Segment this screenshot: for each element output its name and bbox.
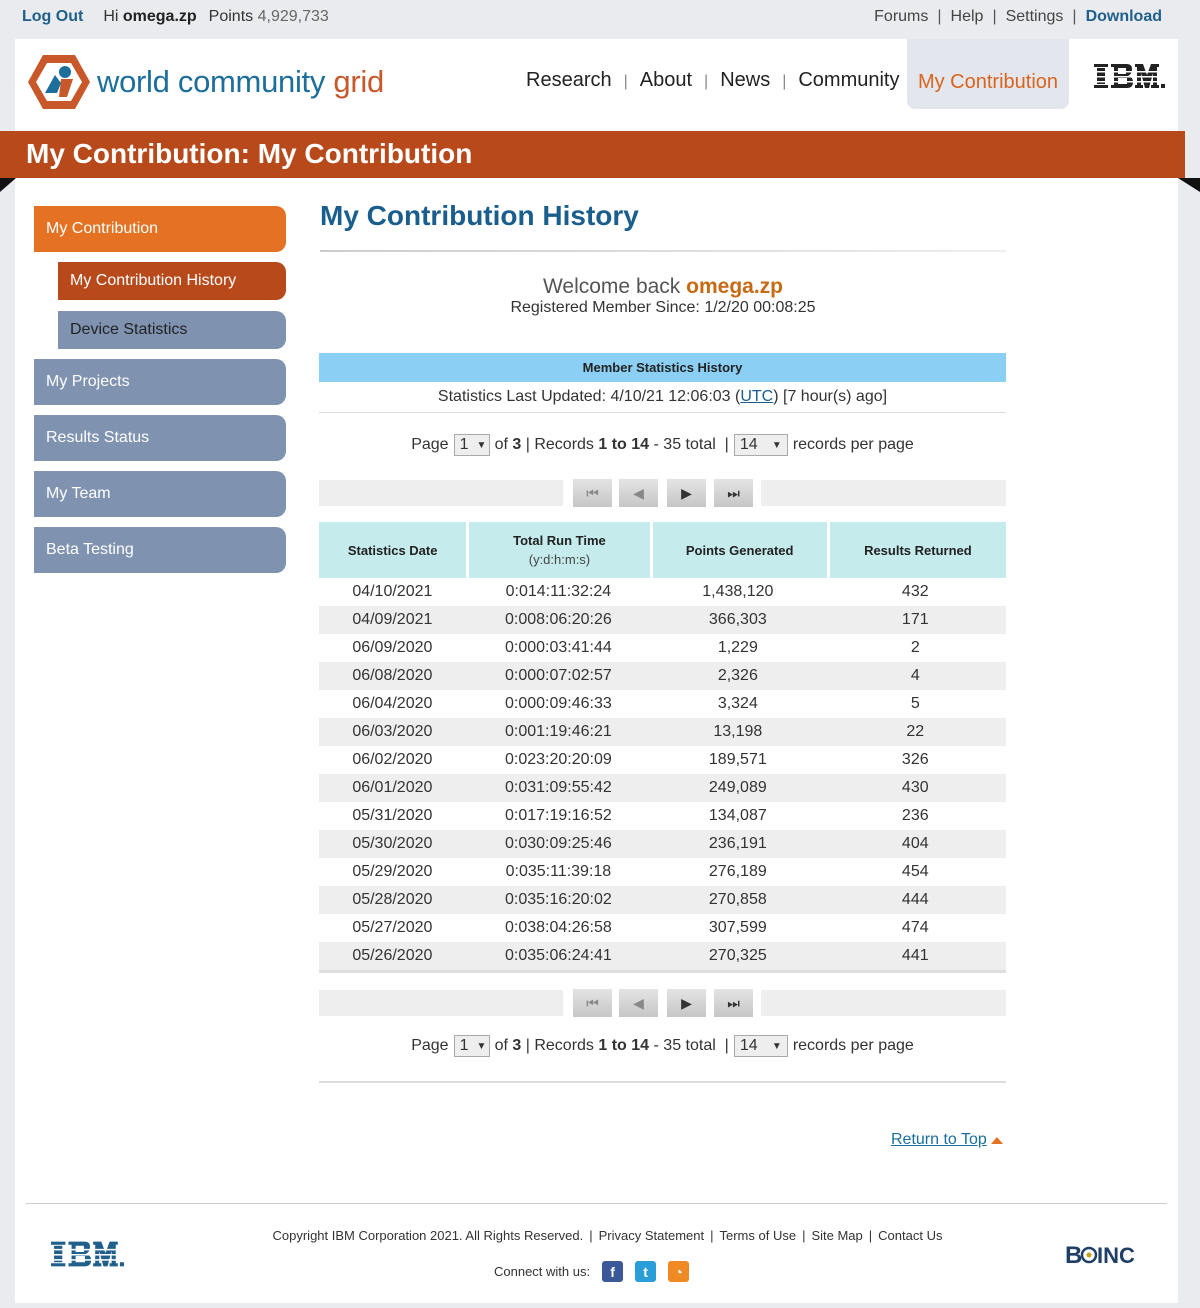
cell-run-time: 0:031:09:55:42 xyxy=(505,779,612,796)
table-row xyxy=(319,942,1006,970)
cell-results: 404 xyxy=(901,835,929,852)
terms-link[interactable]: Terms of Use xyxy=(719,1228,797,1243)
sidebar-item-contribution-history[interactable]: My Contribution History xyxy=(58,262,286,300)
table-row xyxy=(319,662,1006,690)
cell-date: 05/29/2020 xyxy=(352,863,433,880)
cell-results: 171 xyxy=(901,611,929,628)
cell-results: 22 xyxy=(906,723,925,740)
chevron-down-icon: ▼ xyxy=(771,439,782,451)
table-row xyxy=(319,746,1006,774)
download-link[interactable]: Download xyxy=(1085,8,1162,25)
prev-page-icon[interactable]: ◀ xyxy=(619,479,658,507)
per-page-select[interactable]: 14 ▼ xyxy=(734,434,788,456)
social-links: Connect with us: f t ◔ xyxy=(494,1261,689,1282)
cell-run-time: 0:035:11:39:18 xyxy=(505,863,612,880)
sidebar-item-my-contribution[interactable]: My Contribution xyxy=(34,206,286,252)
cell-run-time: 0:014:11:32:24 xyxy=(505,583,612,600)
table-body xyxy=(319,578,1006,973)
per-page-select[interactable]: 14 ▼ xyxy=(734,1035,788,1057)
footer-links: Copyright IBM Corporation 2021. All Rights Reserved. | Privacy Statement | Terms of Use | Site Map | Contact Us xyxy=(272,1228,943,1243)
utc-link[interactable]: UTC xyxy=(740,388,774,405)
cell-date: 06/03/2020 xyxy=(352,723,433,740)
cell-results: 474 xyxy=(901,919,929,936)
chevron-down-icon: ▼ xyxy=(476,439,487,451)
cell-results: 454 xyxy=(901,863,929,880)
privacy-link[interactable]: Privacy Statement xyxy=(598,1228,705,1243)
cell-points: 249,089 xyxy=(708,779,767,796)
table-row xyxy=(319,802,1006,830)
col-results-returned: Results Returned xyxy=(830,522,1006,578)
last-updated: Statistics Last Updated: 4/10/21 12:06:03 (UTC) [7 hour(s) ago] xyxy=(319,382,1006,413)
wcg-hexagon-icon xyxy=(27,53,91,111)
title-divider xyxy=(320,250,1006,252)
cell-run-time: 0:000:09:46:33 xyxy=(505,695,612,712)
table-row xyxy=(319,578,1006,606)
main-card xyxy=(15,39,1178,1303)
cell-points: 276,189 xyxy=(708,863,767,880)
cell-date: 05/30/2020 xyxy=(352,835,433,852)
username: omega.zp xyxy=(122,8,197,25)
col-total-run-time: Total Run Time (y:d:h:m:s) xyxy=(469,522,649,578)
cell-results: 4 xyxy=(910,667,920,684)
table-row xyxy=(319,914,1006,942)
col-points-generated: Points Generated xyxy=(653,522,827,578)
sidebar-item-my-projects[interactable]: My Projects xyxy=(34,359,286,405)
cell-date: 05/26/2020 xyxy=(352,947,433,964)
sidebar-item-my-team[interactable]: My Team xyxy=(34,471,286,517)
cell-run-time: 0:017:19:16:52 xyxy=(505,807,612,824)
cell-points: 236,191 xyxy=(708,835,767,852)
cell-results: 236 xyxy=(901,807,929,824)
ibm-footer-logo-icon xyxy=(51,1240,125,1268)
cell-points: 366,303 xyxy=(708,611,767,628)
first-page-icon[interactable]: ⏮ xyxy=(573,479,612,507)
cell-run-time: 0:035:16:20:02 xyxy=(505,891,612,908)
footer-divider xyxy=(26,1203,1167,1204)
chevron-down-icon: ▼ xyxy=(476,1040,487,1052)
table-row xyxy=(319,634,1006,662)
nav-my-contribution[interactable]: My Contribution xyxy=(907,39,1069,109)
cell-results: 432 xyxy=(901,583,929,600)
cell-results: 430 xyxy=(901,779,929,796)
cell-results: 441 xyxy=(901,947,929,964)
welcome-username: omega.zp xyxy=(686,275,784,298)
wcg-logo[interactable] xyxy=(27,53,384,111)
cell-date: 06/02/2020 xyxy=(352,751,433,768)
sitemap-link[interactable]: Site Map xyxy=(811,1228,863,1243)
cell-points: 1,438,120 xyxy=(702,583,774,600)
nav-community[interactable]: Community xyxy=(798,69,900,91)
cell-run-time: 0:008:06:20:26 xyxy=(505,611,612,628)
cell-date: 06/09/2020 xyxy=(352,639,433,656)
return-to-top-link[interactable]: Return to Top xyxy=(891,1131,1003,1149)
twitter-icon[interactable]: t xyxy=(635,1261,656,1282)
member-stats-header: Member Statistics History xyxy=(319,353,1006,382)
last-page-icon[interactable]: ⏭ xyxy=(714,989,753,1017)
return-top-arrow-icon xyxy=(991,1137,1003,1144)
cell-date: 05/31/2020 xyxy=(352,807,433,824)
band-title: My Contribution: My Contribution xyxy=(26,138,473,169)
cell-points: 189,571 xyxy=(708,751,767,768)
facebook-icon[interactable]: f xyxy=(602,1261,623,1282)
cell-run-time: 0:023:20:20:09 xyxy=(505,751,612,768)
title-band xyxy=(0,131,1185,178)
cell-run-time: 0:035:06:24:41 xyxy=(505,947,612,964)
page-title: My Contribution History xyxy=(320,200,639,231)
cell-results: 2 xyxy=(910,639,920,656)
logout-link[interactable]: Log Out xyxy=(22,8,84,25)
content-divider xyxy=(319,1081,1006,1083)
stats-table xyxy=(319,522,1006,973)
top-bar: Log Out Hi omega.zp Points 4,929,733 Forums | Help | Settings | Download xyxy=(22,8,1162,25)
cell-points: 13,198 xyxy=(713,723,763,740)
table-header xyxy=(319,522,1006,578)
first-page-icon[interactable]: ⏮ xyxy=(573,989,612,1017)
cell-date: 06/04/2020 xyxy=(352,695,433,712)
last-page-icon[interactable]: ⏭ xyxy=(714,479,753,507)
cell-points: 134,087 xyxy=(708,807,767,824)
settings-link[interactable]: Settings xyxy=(1005,8,1064,25)
page-nav-top xyxy=(319,480,1006,506)
band-corner-left xyxy=(0,178,16,192)
page-nav-bottom xyxy=(319,990,1006,1016)
cell-run-time: 0:000:03:41:44 xyxy=(505,639,612,656)
main-nav: Research | About | News | Community xyxy=(526,69,900,91)
points-display: Points 4,929,733 xyxy=(208,8,329,25)
cell-run-time: 0:030:09:25:46 xyxy=(505,835,612,852)
ibm-logo-icon xyxy=(1094,63,1166,89)
boinc-logo-icon xyxy=(1065,1238,1135,1272)
cell-run-time: 0:001:19:46:21 xyxy=(505,723,612,740)
cell-points: 1,229 xyxy=(717,639,758,656)
table-row xyxy=(319,774,1006,802)
table-row xyxy=(319,690,1006,718)
cell-date: 05/28/2020 xyxy=(352,891,433,908)
table-row xyxy=(319,886,1006,914)
greeting: Hi omega.zp xyxy=(103,8,197,25)
cell-run-time: 0:000:07:02:57 xyxy=(505,667,612,684)
registered-since: Registered Member Since: 1/2/20 00:08:25 xyxy=(510,299,816,316)
table-row xyxy=(319,830,1006,858)
site-header xyxy=(15,39,1178,131)
pager-top: Page 1 ▼ of 3 | Records 1 to 14 - 35 total | 14 ▼ records per page xyxy=(319,434,1006,456)
sidebar-item-results-status[interactable]: Results Status xyxy=(34,415,286,461)
nav-about[interactable]: About xyxy=(639,69,693,91)
logo-text: world community grid xyxy=(97,64,384,99)
cell-points: 270,325 xyxy=(708,947,767,964)
prev-page-icon[interactable]: ◀ xyxy=(619,989,658,1017)
cell-date: 06/01/2020 xyxy=(352,779,433,796)
points-value: 4,929,733 xyxy=(257,8,329,25)
table-row xyxy=(319,858,1006,886)
cell-results: 326 xyxy=(901,751,929,768)
table-row xyxy=(319,718,1006,746)
table-row xyxy=(319,606,1006,634)
contact-link[interactable]: Contact Us xyxy=(878,1228,943,1243)
next-page-icon[interactable]: ▶ xyxy=(667,479,706,507)
page-select[interactable]: 1 ▼ xyxy=(454,1035,490,1057)
welcome-block: Welcome back omega.zp Registered Member Since: 1/2/20 00:08:25 xyxy=(320,275,1006,317)
copyright: Copyright IBM Corporation 2021. All Rights Reserved. xyxy=(272,1228,584,1243)
cell-points: 270,858 xyxy=(708,891,767,908)
forums-link[interactable]: Forums xyxy=(874,8,929,25)
cell-date: 05/27/2020 xyxy=(352,919,433,936)
cell-points: 3,324 xyxy=(717,695,758,712)
next-page-icon[interactable]: ▶ xyxy=(667,989,706,1017)
pager-bottom: Page 1 ▼ of 3 | Records 1 to 14 - 35 total | 14 ▼ records per page xyxy=(319,1035,1006,1057)
cell-points: 307,599 xyxy=(708,919,767,936)
sidebar-item-beta-testing[interactable]: Beta Testing xyxy=(34,527,286,573)
band-corner-right xyxy=(1178,178,1200,192)
nav-news[interactable]: News xyxy=(720,69,771,91)
svg-text:B: B xyxy=(1065,1242,1083,1269)
cell-date: 06/08/2020 xyxy=(352,667,433,684)
page-select[interactable]: 1 ▼ xyxy=(454,434,490,456)
cell-date: 04/10/2021 xyxy=(352,583,433,600)
cell-date: 04/09/2021 xyxy=(352,611,433,628)
cell-results: 444 xyxy=(901,891,929,908)
cell-points: 2,326 xyxy=(717,667,758,684)
help-link[interactable]: Help xyxy=(950,8,984,25)
nav-research[interactable]: Research xyxy=(526,69,612,91)
svg-text:INC: INC xyxy=(1097,1243,1135,1268)
chevron-down-icon: ▼ xyxy=(771,1040,782,1052)
sidebar-item-device-statistics[interactable]: Device Statistics xyxy=(58,311,286,349)
rss-icon[interactable]: ◔ xyxy=(668,1261,689,1282)
col-statistics-date: Statistics Date xyxy=(319,522,466,578)
cell-run-time: 0:038:04:26:58 xyxy=(505,919,612,936)
cell-results: 5 xyxy=(910,695,920,712)
